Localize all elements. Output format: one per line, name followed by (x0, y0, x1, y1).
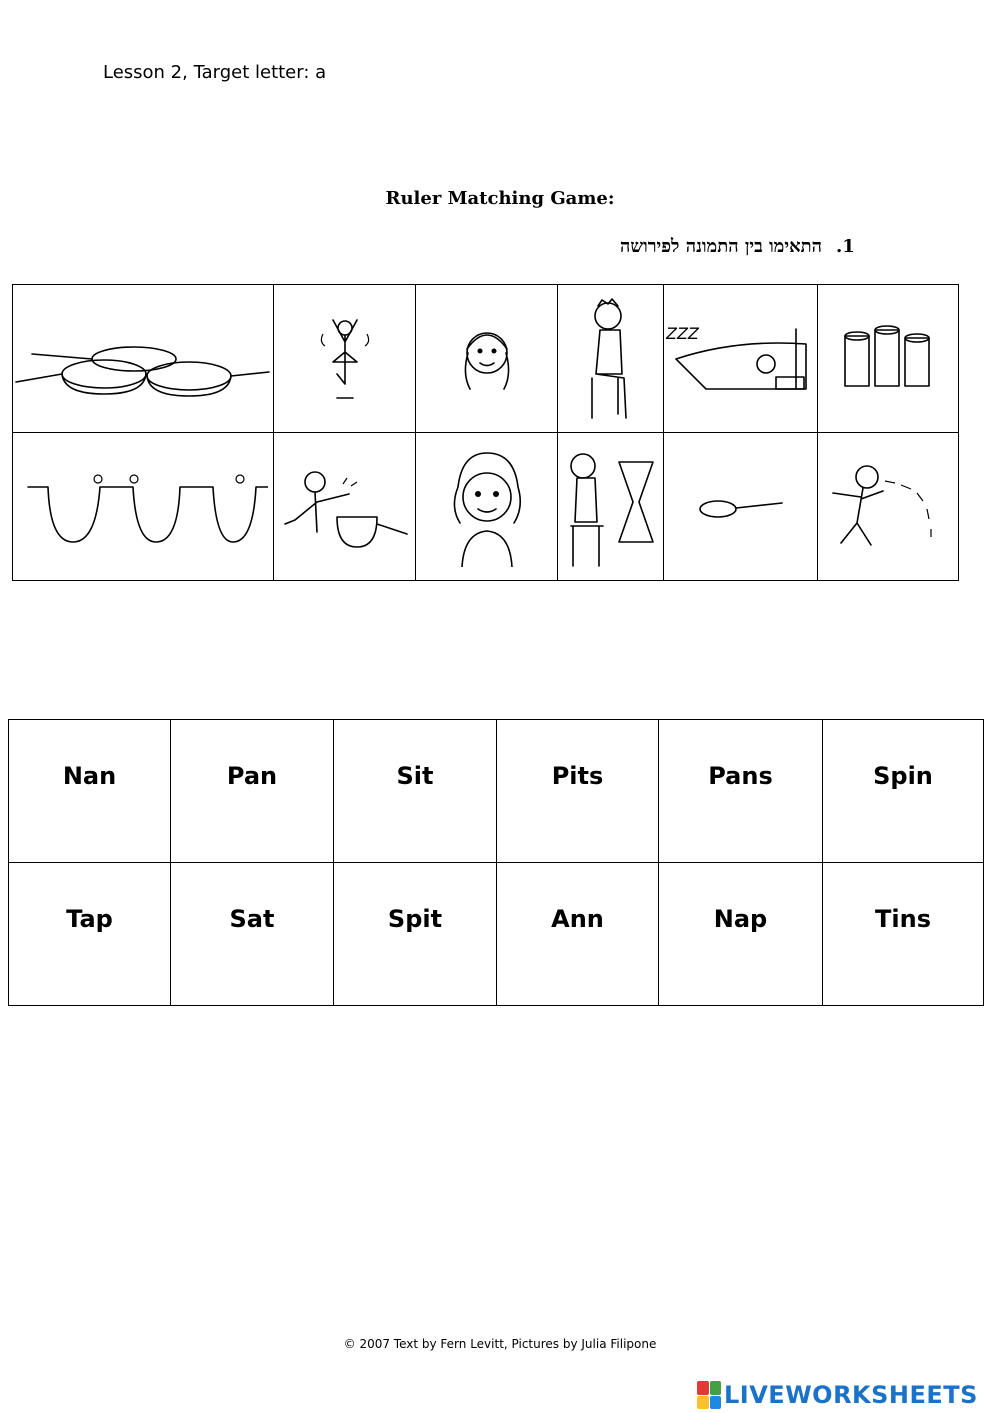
picture-cell[interactable] (416, 433, 558, 581)
word-label: Nan (62, 762, 117, 790)
picture-table (12, 284, 959, 581)
word-cell[interactable] (659, 863, 823, 1006)
tins-icon (833, 324, 943, 394)
instruction-number: 1. (835, 236, 855, 257)
picture-cell[interactable] (818, 285, 959, 433)
picture-cell[interactable] (274, 433, 416, 581)
pits-icon (18, 467, 268, 547)
sat-icon (563, 442, 659, 572)
lesson-label: Lesson 2, Target letter: a (103, 62, 327, 83)
word-label: Tins (875, 905, 931, 933)
word-cell[interactable] (334, 720, 497, 863)
word-label: Spit (387, 905, 443, 933)
logo-square (710, 1396, 722, 1410)
picture-row (13, 433, 959, 581)
word-label: Ann (551, 905, 604, 933)
liveworksheets-text: LIVEWORKSHEETS (724, 1381, 978, 1409)
pans-icon (14, 314, 272, 404)
tap-icon (277, 462, 412, 552)
word-cell[interactable] (497, 863, 659, 1006)
word-cell[interactable] (497, 720, 659, 863)
word-label: Pits (551, 762, 604, 790)
picture-cell[interactable] (274, 285, 416, 433)
word-cell[interactable] (659, 720, 823, 863)
spit-icon (823, 457, 953, 557)
instruction (620, 236, 855, 257)
picture-row (13, 285, 959, 433)
word-cell[interactable] (823, 720, 984, 863)
logo-square (697, 1396, 709, 1410)
word-cell[interactable] (9, 863, 171, 1006)
word-label: Pans (708, 762, 773, 790)
logo-square (710, 1381, 722, 1395)
picture-cell[interactable] (13, 433, 274, 581)
picture-cell[interactable] (664, 285, 818, 433)
sit-icon (578, 294, 644, 424)
nap-icon (666, 319, 816, 399)
word-cell[interactable] (823, 863, 984, 1006)
pan-icon (696, 487, 786, 527)
word-cell[interactable] (171, 720, 334, 863)
nan-icon (442, 447, 532, 567)
word-label: Nap (713, 905, 768, 933)
word-table (8, 719, 984, 1006)
picture-cell[interactable] (13, 285, 274, 433)
word-label: Sit (396, 762, 434, 790)
word-label: Tap (66, 905, 113, 933)
word-row (9, 863, 984, 1006)
word-row (9, 720, 984, 863)
picture-cell[interactable] (416, 285, 558, 433)
picture-cell[interactable] (558, 285, 664, 433)
instruction-text: התאימו בין התמונה לפירושה (620, 236, 822, 257)
word-cell[interactable] (334, 863, 497, 1006)
picture-cell[interactable] (558, 433, 664, 581)
ann-icon (452, 319, 522, 399)
word-cell[interactable] (171, 863, 334, 1006)
copyright-footer: © 2007 Text by Fern Levitt, Pictures by Julia Filipone (343, 1337, 657, 1351)
word-cell[interactable] (9, 720, 171, 863)
picture-cell[interactable] (664, 433, 818, 581)
svg-text:ZZZ: ZZZ (665, 323, 699, 343)
word-label: Spin (873, 762, 933, 790)
spin-icon (315, 314, 375, 404)
word-label: Pan (226, 762, 278, 790)
logo-square (697, 1381, 709, 1395)
liveworksheets-icon (697, 1381, 721, 1409)
word-label: Sat (229, 905, 275, 933)
liveworksheets-logo[interactable] (697, 1378, 978, 1412)
game-title: Ruler Matching Game: (385, 188, 615, 209)
picture-cell[interactable] (818, 433, 959, 581)
